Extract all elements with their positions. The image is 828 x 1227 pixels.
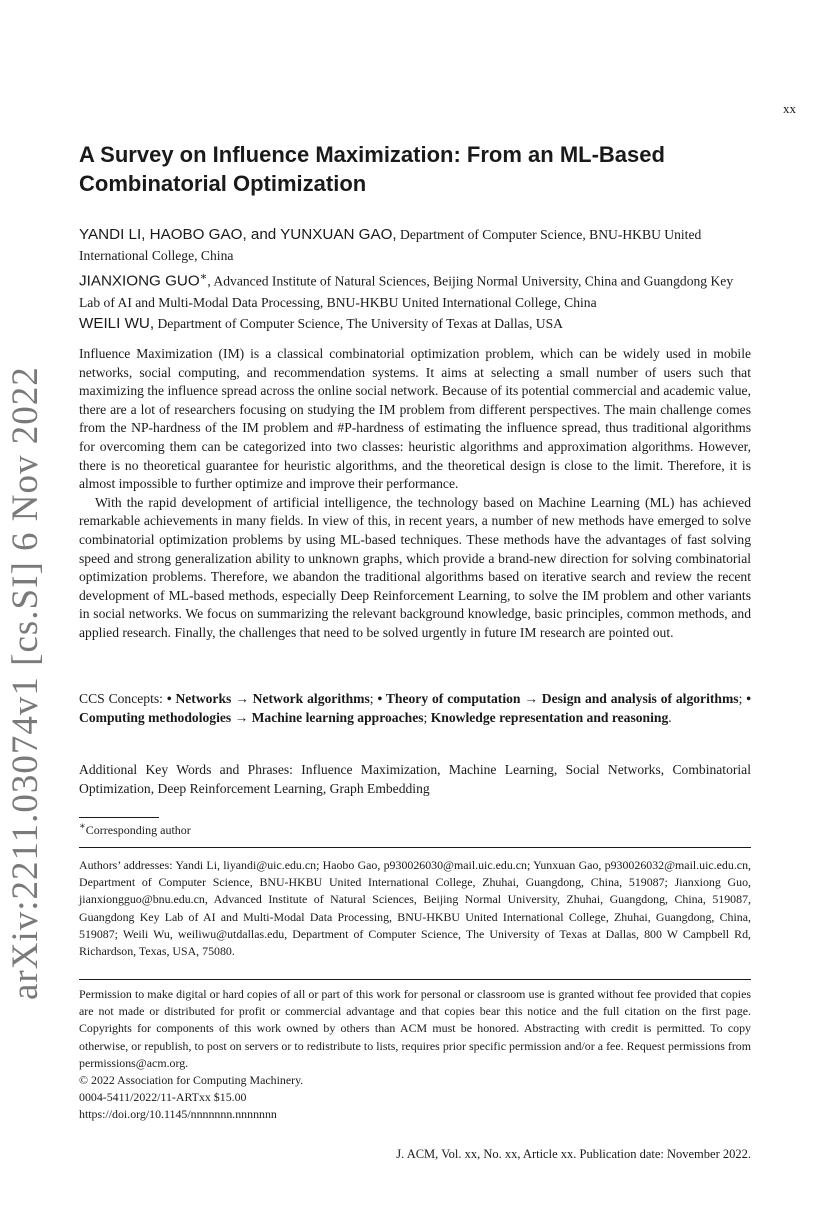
footnote-marker: ∗: [79, 821, 86, 832]
author-affiliation: , Advanced Institute of Natural Sciences, Beijing Normal University, China and Guangdong Key Lab of AI and Multi-Modal Data Processing, BNU-HKBU United International College, China: [79, 273, 734, 310]
keywords: Additional Key Words and Phrases: Influence Maximization, Machine Learning, Social Networks, Combinatorial Optimization, Deep Reinforcement Learning, Graph Embedding: [79, 762, 751, 796]
ccs-concepts: [79, 690, 751, 727]
author-addresses: Authors’ addresses: Yandi Li, liyandi@uic.edu.cn; Haobo Gao, p930026030@mail.uic.edu.cn; Yunxuan Gao, p930026032@mail.uic.edu.cn, Department of Computer Science, BNU-HKBU United International College, Zhuhai, Guangdong, China, 519087; Jianxiong Guo, jianxiongguo@bnu.edu.cn, Advanced Institute of Natural Sciences, Beijing Normal University, Zhuhai, Guangdong, China, 519087, Guangdong Key Lab of AI and Multi-Modal Data Processing, BNU-HKBU United International College, Zhuhai, Guangdong, China, 519087; Weili Wu, weiliwu@utdallas.edu, Department of Computer Science, The University of Texas at Dallas, 800 W Campbell Rd, Richardson, Texas, USA, 75080.: [79, 858, 751, 959]
author-line-3: [79, 313, 751, 334]
journal-footer: J. ACM, Vol. xx, No. xx, Article xx. Publication date: November 2022.: [396, 1147, 751, 1161]
page-number: xx: [783, 101, 796, 116]
arxiv-stamp: arXiv:2211.03074v1 [cs.SI] 6 Nov 2022: [5, 366, 46, 1000]
ccs-separator: ;: [738, 691, 747, 706]
ccs-separator: ;: [423, 709, 431, 725]
issn-line: 0004-5411/2022/11-ARTxx $15.00: [79, 1090, 247, 1105]
doi-link[interactable]: https://doi.org/10.1145/nnnnnnn.nnnnnnn: [79, 1107, 277, 1122]
permission-rule: [79, 979, 751, 980]
author-line-1: [79, 224, 751, 267]
footnote-rule: [79, 817, 159, 818]
footnote: [79, 821, 191, 838]
author-names: WEILI WU,: [79, 315, 155, 333]
copyright-line: © 2022 Association for Computing Machinery.: [79, 1073, 304, 1088]
ccs-end: .: [668, 709, 672, 725]
ccs-item: Knowledge representation and reasoning: [430, 709, 669, 725]
author-affiliation: Department of Computer Science, BNU-HKBU United International College, China: [79, 227, 702, 264]
abstract: [79, 345, 751, 643]
permission-text: Permission to make digital or hard copies of all or part of this work for personal or classroom use is granted without fee provided that copies are not made or distributed for profit or commercial advantage and that copies bear this notice and the full citation on the first page. Copyrights for components of this work owned by others than ACM must be honored. Abstracting with credit is permitted. To copy otherwise, or republish, to post on servers or to redistribute to lists, requires prior specific permission and/or a fee. Request permissions from permissions@acm.org.: [79, 987, 751, 1070]
paper-title: A Survey on Influence Maximization: From an ML-Based Combinatorial Optimization: [79, 142, 665, 196]
author-line-2: [79, 267, 751, 313]
ccs-separator: ;: [369, 691, 378, 706]
author-names: JIANXIONG GUO: [79, 272, 200, 290]
author-affiliation: Department of Computer Science, The University of Texas at Dallas, USA: [154, 316, 563, 332]
author-names: YANDI LI, HAOBO GAO, and YUNXUAN GAO,: [79, 226, 397, 243]
ccs-item: • Theory of computation → Design and analysis of algorithms: [377, 691, 739, 706]
abstract-paragraph-1: Influence Maximization (IM) is a classical combinatorial optimization problem, which can be widely used in mobile networks, social computing, and recommendation systems. It aims at selecting a small number of users such that maximizing the influence spread across the online social network. Because of its potential commercial and academic value, there are a lot of researchers focusing on studying the IM problem from different perspectives. The main challenge comes from the NP-hardness of the IM problem and #P-hardness of estimating the influence spread, thus traditional algorithms for overcoming them can be categorized into two classes: heuristic algorithms and approximation algorithms. However, there is no theoretical guarantee for heuristic algorithms, and the theoretical design is close to the limit. Therefore, it is almost impossible to further optimize and improve their performance.: [79, 346, 751, 492]
permission-notice: [79, 986, 751, 1124]
addresses-rule: [79, 847, 751, 848]
footnote-text: Corresponding author: [85, 823, 191, 837]
corresponding-marker: ∗: [199, 270, 208, 283]
ccs-label: CCS Concepts:: [79, 691, 167, 706]
ccs-item: • Computing methodologies → Machine learning approaches: [79, 691, 751, 725]
ccs-item: • Networks → Network algorithms: [166, 691, 370, 706]
abstract-paragraph-2: With the rapid development of artificial intelligence, the technology based on Machine Learning (ML) has achieved remarkable achievements in many fields. In view of this, in recent years, a number of new methods have emerged to solve combinatorial optimization problems by using ML-based techniques. These methods have the advantages of fast solving speed and strong generalization ability to unknown graphs, which provide a brand-new direction for solving combinatorial optimization problems. Therefore, we abandon the traditional algorithms based on iterative search and review the recent development of ML-based methods, especially Deep Reinforcement Learning, to solve the IM problem and other variants in social networks. We focus on summarizing the relevant background knowledge, basic principles, common methods, and applied research. Finally, the challenges that need to be solved urgently in future IM research are pointed out.: [79, 494, 751, 640]
author-block: [79, 224, 751, 335]
